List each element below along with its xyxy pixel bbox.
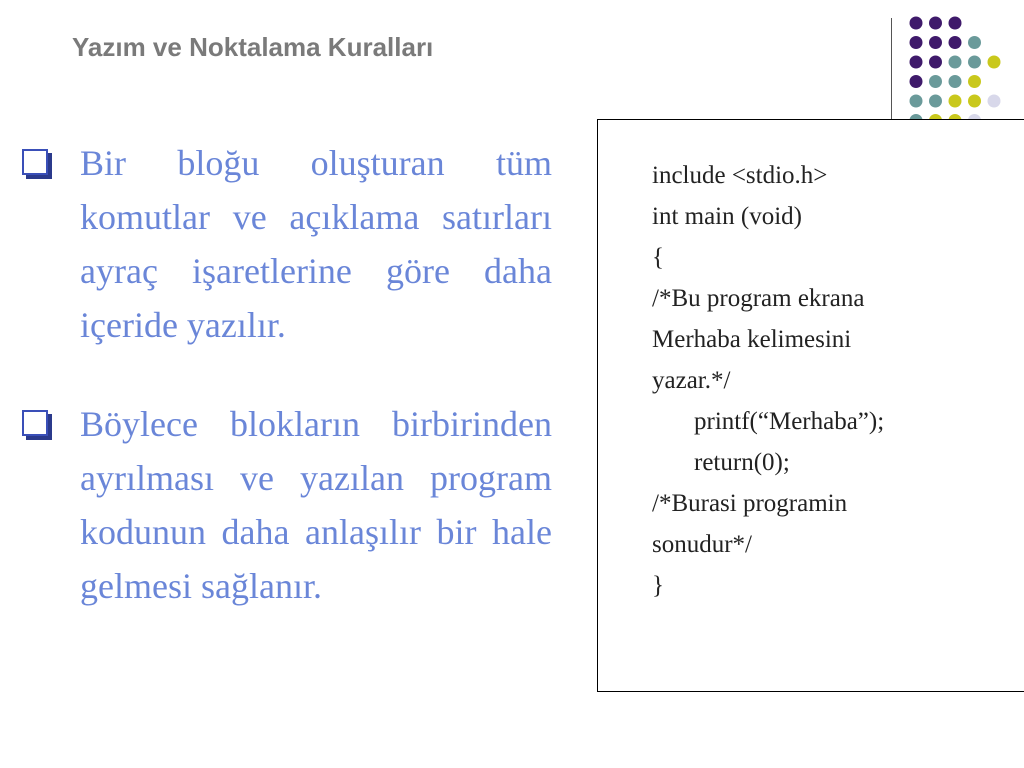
decorative-dot <box>910 36 923 49</box>
decorative-dot <box>988 95 1001 108</box>
code-line: printf(“Merhaba”); <box>694 408 885 435</box>
decorative-dot <box>929 17 942 30</box>
decorative-dot <box>929 75 942 88</box>
decorative-dot <box>929 56 942 69</box>
code-line: { <box>652 244 664 271</box>
code-line: } <box>652 572 664 599</box>
bullet-item <box>22 136 552 352</box>
bullet-text: Bir bloğu oluşturan tüm komutlar ve açıklama satırları ayraç işaretlerine göre daha içeride yazılır. <box>80 143 552 345</box>
decorative-dot <box>910 56 923 69</box>
decorative-dot <box>949 75 962 88</box>
code-line: /*Bu program ekrana <box>652 285 865 312</box>
decorative-dot <box>929 95 942 108</box>
code-line: int main (void) <box>652 203 802 230</box>
decorative-dot <box>968 75 981 88</box>
decorative-dot <box>968 36 981 49</box>
code-box <box>597 119 1024 692</box>
decorative-dot <box>910 95 923 108</box>
code-line: return(0); <box>694 449 790 476</box>
decorative-dot <box>988 56 1001 69</box>
code-line: yazar.*/ <box>652 367 731 394</box>
code-line: /*Burasi programin <box>652 490 848 517</box>
bullet-text: Böylece blokların birbirinden ayrılması ve yazılan program kodunun daha anlaşılır bir hale gelmesi sağlanır. <box>80 404 552 606</box>
code-line: sonudur*/ <box>652 531 752 558</box>
checkbox-bullet-icon <box>22 410 48 436</box>
decorative-dot <box>968 95 981 108</box>
decorative-dot <box>949 56 962 69</box>
decorative-dot <box>949 36 962 49</box>
code-listing <box>652 155 884 606</box>
slide-title: Yazım ve Noktalama Kuralları <box>72 32 434 62</box>
decorative-dot <box>910 75 923 88</box>
code-line: Merhaba kelimesini <box>652 326 852 353</box>
bullet-list <box>22 136 552 658</box>
decorative-dot <box>929 36 942 49</box>
code-line: include <stdio.h> <box>652 162 828 189</box>
checkbox-bullet-icon <box>22 149 48 175</box>
bullet-item <box>22 397 552 613</box>
decorative-dot <box>968 56 981 69</box>
decorative-dot <box>949 95 962 108</box>
decorative-dot <box>949 17 962 30</box>
decorative-dot <box>910 17 923 30</box>
